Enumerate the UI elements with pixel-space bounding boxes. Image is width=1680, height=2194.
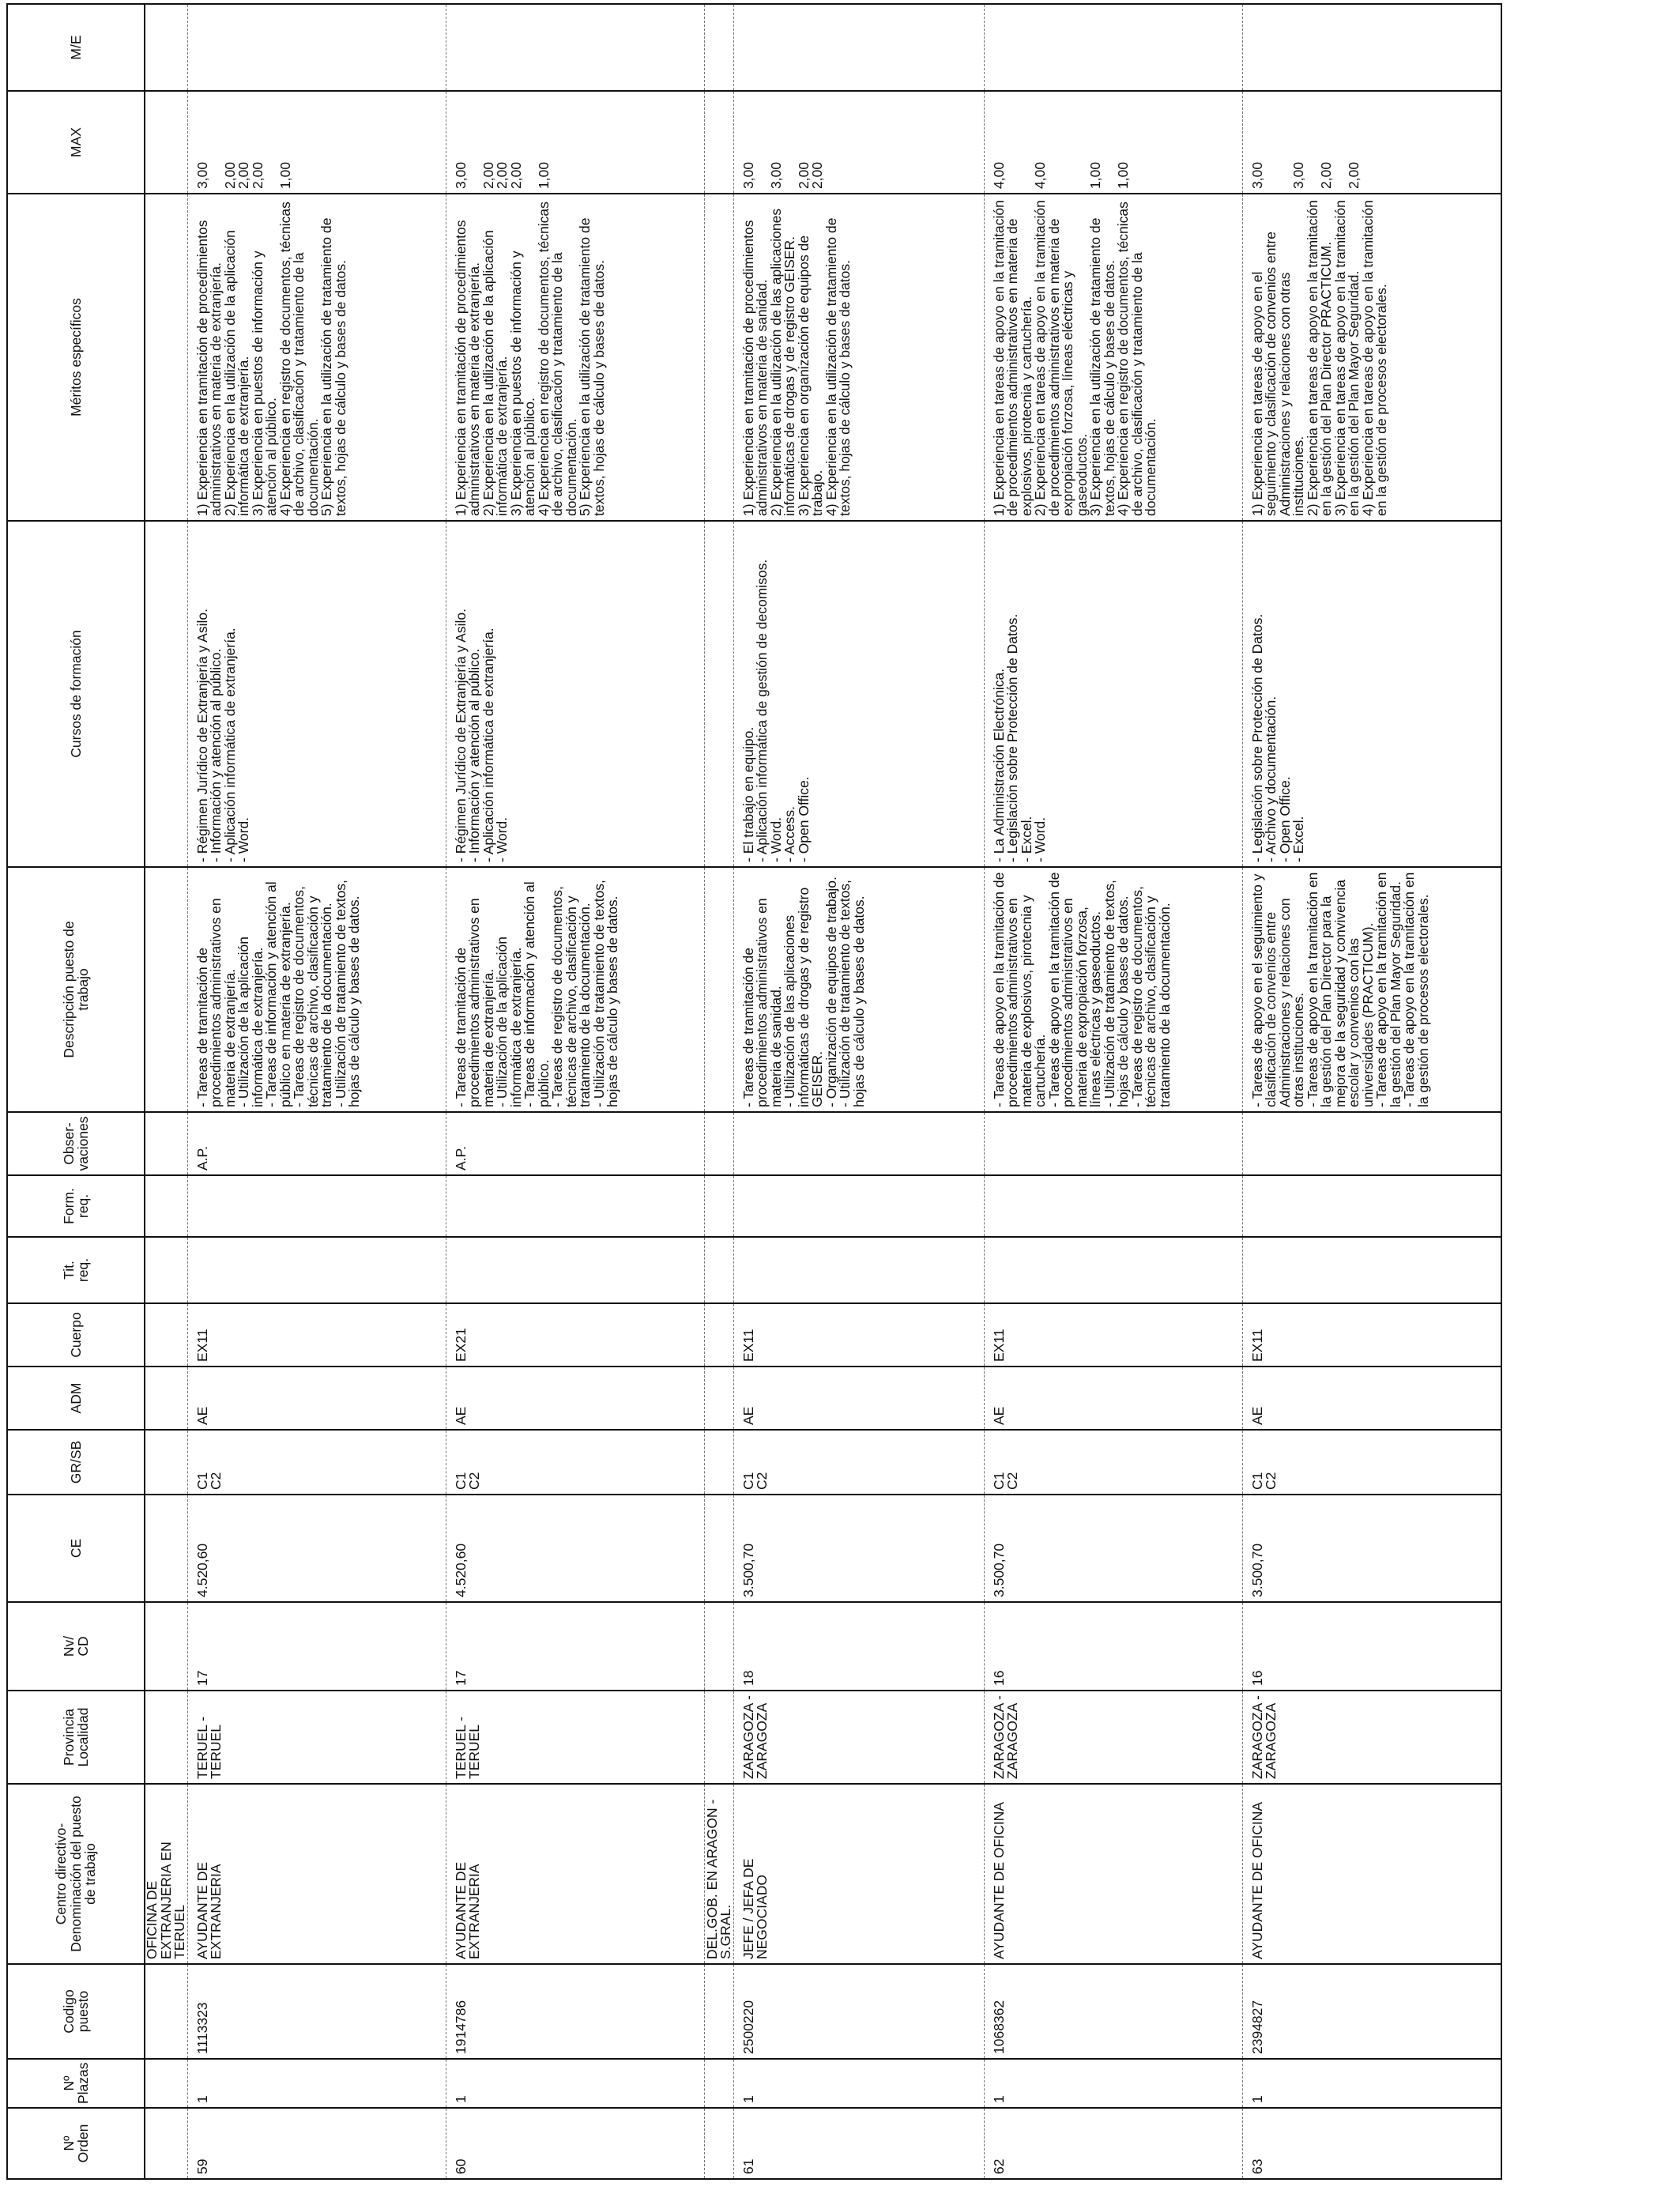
header-plazas: Nº Plazas bbox=[7, 2059, 145, 2108]
cursos-cell: - El trabajo en equipo. - Aplicación informática de gestión de decomisos. - Word. - Access. - Open Office. bbox=[733, 521, 984, 867]
subhead-empty-cell bbox=[145, 1367, 187, 1430]
subhead-empty-cell bbox=[704, 1112, 733, 1175]
nivel-cell: 17 bbox=[187, 1602, 446, 1691]
header-cuerpo: Cuerpo bbox=[7, 1303, 145, 1367]
subhead-empty-cell bbox=[145, 2059, 187, 2108]
cuerpo-cell: EX11 bbox=[187, 1303, 446, 1367]
subhead-empty-cell bbox=[145, 1495, 187, 1602]
header-form: Form. req. bbox=[7, 1175, 145, 1237]
plazas-cell: 1 bbox=[187, 2059, 446, 2108]
codigo-cell: 2500220 bbox=[733, 1964, 984, 2059]
subhead-empty-cell bbox=[145, 194, 187, 521]
me-cell bbox=[1242, 4, 1501, 91]
orden-cell: 61 bbox=[733, 2108, 984, 2179]
obs-cell bbox=[733, 1112, 984, 1175]
subhead-empty-cell bbox=[145, 1112, 187, 1175]
subhead-empty-cell bbox=[145, 1303, 187, 1367]
subhead-empty-cell bbox=[145, 1602, 187, 1691]
subhead-empty-cell bbox=[704, 1367, 733, 1430]
plazas-cell: 1 bbox=[733, 2059, 984, 2108]
max-value bbox=[1264, 96, 1279, 189]
form-cell bbox=[446, 1175, 704, 1237]
plazas-cell: 1 bbox=[446, 2059, 704, 2108]
centro-directivo-label: DEL.GOB. EN ARAGON - S.GRAL. bbox=[704, 1784, 733, 1964]
subhead-empty-cell bbox=[145, 1237, 187, 1303]
header-centro: Centro directivo- Denominación del puesto de trabajo bbox=[7, 1784, 145, 1964]
provincia-cell: TERUEL - TERUEL bbox=[187, 1691, 446, 1784]
max-value: 2,00 bbox=[221, 161, 238, 189]
cuerpo-cell: EX11 bbox=[1242, 1303, 1501, 1367]
tit-cell bbox=[733, 1237, 984, 1303]
header-grsb: GR/SB bbox=[7, 1430, 145, 1495]
adm-cell: AE bbox=[187, 1367, 446, 1430]
descripcion-cell: - Tareas de tramitación de procedimientos administrativos en materia de sanidad. - Utilización de las aplicaciones informáticas de drogas y de registro GEISER. - Organización de equipos de trabajo. - Utilización de tratamiento de textos, hojas de cálculo y bases de datos. bbox=[733, 867, 984, 1112]
meritos-cell: 1) Experiencia en tareas de apoyo en el seguimiento y clasificación de convenios entre Administraciones y relaciones con otras instituciones. 2) Experiencia en tareas de apoyo en la tramitación en la gestión del Plan Director PRACTICUM. 3) Experiencia en tareas de apoyo en la tramitación en la gestión del Plan Mayor Seguridad. 4) Experiencia en tareas de apoyo en la tramitación en la gestión de procesos electorales. bbox=[1242, 194, 1501, 521]
provincia-cell: ZARAGOZA - ZARAGOZA bbox=[1242, 1691, 1501, 1784]
max-value bbox=[1048, 96, 1062, 189]
codigo-cell: 1113323 bbox=[187, 1964, 446, 2059]
header-row bbox=[7, 4, 145, 2179]
header-meritos: Méritos específicos bbox=[7, 194, 145, 521]
tit-cell bbox=[187, 1237, 446, 1303]
provincia-cell: TERUEL - TERUEL bbox=[446, 1691, 704, 1784]
max-cell bbox=[187, 91, 446, 194]
subhead-empty-cell bbox=[145, 867, 187, 1112]
table-row bbox=[733, 4, 984, 2179]
grsb-cell: C1 C2 bbox=[984, 1430, 1242, 1495]
orden-cell: 62 bbox=[984, 2108, 1242, 2179]
subhead-empty-cell bbox=[704, 194, 733, 521]
subhead-empty-cell bbox=[704, 1237, 733, 1303]
header-ce: CE bbox=[7, 1495, 145, 1602]
subhead-empty-cell bbox=[145, 2108, 187, 2179]
subhead-empty-cell bbox=[704, 1964, 733, 2059]
max-value: 1,00 bbox=[277, 161, 293, 189]
header-codigo: Codigo puesto bbox=[7, 1964, 145, 2059]
max-value: 2,00 bbox=[1346, 161, 1362, 189]
subhead-empty-cell bbox=[704, 91, 733, 194]
subhead-empty-cell bbox=[704, 1303, 733, 1367]
max-value: 2,00 bbox=[494, 161, 510, 189]
centro-puesto-cell: AYUDANTE DE EXTRANJERIA bbox=[446, 1784, 704, 1964]
max-value: 2,00 bbox=[249, 161, 266, 189]
nivel-cell: 18 bbox=[733, 1602, 984, 1691]
subhead-empty-cell bbox=[704, 1602, 733, 1691]
meritos-cell: 1) Experiencia en tramitación de procedimientos administrativos en materia de extranjería. 2) Experiencia en la utilización de la aplicación informática de extranjería. 3) Experiencia en puestos de información y atención al público. 4) Experiencia en registro de documentos, técnicas de archivo, clasificación y tratamiento de la documentación. 5) Experiencia en la utilización de tratamiento de textos, hojas de cálculo y bases de datos. bbox=[446, 194, 704, 521]
max-cell bbox=[984, 91, 1242, 194]
header-adm: ADM bbox=[7, 1367, 145, 1430]
grsb-cell: C1 C2 bbox=[733, 1430, 984, 1495]
centro-puesto-cell: AYUDANTE DE OFICINA bbox=[1242, 1784, 1501, 1964]
header-obs: Obser- vaciones bbox=[7, 1112, 145, 1175]
subhead-empty-cell bbox=[704, 521, 733, 867]
max-value bbox=[755, 96, 770, 189]
me-cell bbox=[984, 4, 1242, 91]
ce-cell: 3.500,70 bbox=[733, 1495, 984, 1602]
adm-cell: AE bbox=[1242, 1367, 1501, 1430]
cursos-cell: - La Administración Electrónica. - Legislación sobre Protección de Datos. - Excel. - Word. bbox=[984, 521, 1242, 867]
ce-cell: 4.520,60 bbox=[446, 1495, 704, 1602]
subhead-empty-cell bbox=[145, 1430, 187, 1495]
me-cell bbox=[187, 4, 446, 91]
positions-table bbox=[6, 3, 1502, 2180]
descripcion-cell: - Tareas de apoyo en la tramitación de procedimientos administrativos en materia de explosivos, pirotecnia y cartuchería. - Tareas de apoyo en la tramitación de procedimientos administrativos en materia de expropiación forzosa, líneas eléctricas y gaseoductos. - Utilización de tratamiento de textos, hojas de cálculo y bases de datos. - Tareas de registro de documentos, técnicas de archivo, clasificación y tratamiento de la documentación. bbox=[984, 867, 1242, 1112]
plazas-cell: 1 bbox=[984, 2059, 1242, 2108]
obs-cell: A.P. bbox=[187, 1112, 446, 1175]
form-cell bbox=[984, 1175, 1242, 1237]
max-value: 3,00 bbox=[767, 161, 784, 189]
me-cell bbox=[733, 4, 984, 91]
table-row bbox=[1242, 4, 1501, 2179]
subhead-empty-cell bbox=[704, 1495, 733, 1602]
header-descripcion: Descripción puesto de trabajo bbox=[7, 867, 145, 1112]
max-value: 2,00 bbox=[480, 161, 496, 189]
grsb-cell: C1 C2 bbox=[1242, 1430, 1501, 1495]
orden-cell: 59 bbox=[187, 2108, 446, 2179]
max-value bbox=[1061, 96, 1075, 189]
subhead-empty-cell bbox=[145, 521, 187, 867]
nivel-cell: 16 bbox=[1242, 1602, 1501, 1691]
adm-cell: AE bbox=[733, 1367, 984, 1430]
subhead-empty-cell bbox=[145, 1175, 187, 1237]
header-orden: Nº Orden bbox=[7, 2108, 145, 2179]
meritos-cell: 1) Experiencia en tramitación de procedimientos administrativos en materia de extranjería. 2) Experiencia en la utilización de la aplicación informática de extranjería. 3) Experiencia en puestos de información y atención al público. 4) Experiencia en registro de documentos, técnicas de archivo, clasificación y tratamiento de la documentación. 5) Experiencia en la utilización de tratamiento de textos, hojas de cálculo y bases de datos. bbox=[187, 194, 446, 521]
orden-cell: 60 bbox=[446, 2108, 704, 2179]
centro-header-row bbox=[704, 4, 733, 2179]
descripcion-cell: - Tareas de tramitación de procedimientos administrativos en materia de extranjería. - Utilización de la aplicación informática de extranjería. - Tareas de información y atención al público. - Tareas de registro de documentos, técnicas de archivo, clasificación y tratamiento de la documentación. - Utilización de tratamiento de textos, hojas de cálculo y bases de datos. bbox=[446, 867, 704, 1112]
provincia-cell: ZARAGOZA - ZARAGOZA bbox=[733, 1691, 984, 1784]
descripcion-cell: - Tareas de tramitación de procedimientos administrativos en materia de extranjería. - Utilización de la aplicación informática de extranjería. - Tareas de información y atención al público en materia de extranjería. - Tareas de registro de documentos, técnicas de archivo, clasificación y tratamiento de la documentación. - Utilización de tratamiento de textos, hojas de cálculo y bases de datos. bbox=[187, 867, 446, 1112]
max-cell bbox=[446, 91, 704, 194]
meritos-cell: 1) Experiencia en tramitación de procedimientos administrativos en materia de sanidad. 2) Experiencia en la utilización de las aplicaciones informáticas de drogas y de registro GEISER. 3) Experiencia en organización de equipos de trabajo. 4) Experiencia en la utilización de tratamiento de textos, hojas de cálculo y bases de datos. bbox=[733, 194, 984, 521]
grsb-cell: C1 C2 bbox=[187, 1430, 446, 1495]
meritos-cell: 1) Experiencia en tareas de apoyo en la tramitación de procedimientos administrativos en materia de explosivos, pirotecnia y cartuchería. 2) Experiencia en tareas de apoyo en la tramitación de procedimientos administrativos en materia de expropiación forzosa, líneas eléctricas y gaseoductos. 3) Experiencia en la utilización de tratamiento de textos, hojas de cálculo y bases de datos. 4) Experiencia en registro de documentos, técnicas de archivo, clasificación y tratamiento de la documentación. bbox=[984, 194, 1242, 521]
table-row bbox=[446, 4, 704, 2179]
orden-cell: 63 bbox=[1242, 2108, 1501, 2179]
subhead-empty-cell bbox=[704, 4, 733, 91]
nivel-cell: 17 bbox=[446, 1602, 704, 1691]
cuerpo-cell: EX21 bbox=[446, 1303, 704, 1367]
cuerpo-cell: EX11 bbox=[733, 1303, 984, 1367]
codigo-cell: 1068362 bbox=[984, 1964, 1242, 2059]
subhead-empty-cell bbox=[145, 1964, 187, 2059]
tit-cell bbox=[984, 1237, 1242, 1303]
centro-header-row bbox=[145, 4, 187, 2179]
subhead-empty-cell bbox=[704, 1175, 733, 1237]
max-value: 3,00 bbox=[194, 161, 210, 189]
obs-cell bbox=[1242, 1112, 1501, 1175]
max-value: 2,00 bbox=[1318, 161, 1334, 189]
descripcion-cell: - Tareas de apoyo en el seguimiento y clasificación de convenios entre Administraciones y relaciones con otras instituciones. - Tareas de apoyo en la tramitación en la gestión del Plan Director para la mejora de la seguridad y convivencia escolar y convenios con las universidades (PRACTICUM). - Tareas de apoyo en la tramitación en la gestión del Plan Mayor Seguridad. - Tareas de apoyo en la tramitación en la gestión de procesos electorales. bbox=[1242, 867, 1501, 1112]
max-value: 3,00 bbox=[740, 161, 756, 189]
max-value bbox=[265, 96, 279, 189]
form-cell bbox=[187, 1175, 446, 1237]
header-provincia: Provincia Localidad bbox=[7, 1691, 145, 1784]
max-value: 3,00 bbox=[1290, 161, 1306, 189]
codigo-cell: 2394827 bbox=[1242, 1964, 1501, 2059]
max-value: 1,00 bbox=[535, 161, 552, 189]
header-me: M/E bbox=[7, 4, 145, 91]
max-value: 2,00 bbox=[235, 161, 251, 189]
subhead-empty-cell bbox=[704, 867, 733, 1112]
obs-cell: A.P. bbox=[446, 1112, 704, 1175]
subhead-empty-cell bbox=[145, 91, 187, 194]
max-value: 4,00 bbox=[990, 161, 1007, 189]
header-max: MAX bbox=[7, 91, 145, 194]
max-value: 1,00 bbox=[1087, 161, 1103, 189]
codigo-cell: 1914786 bbox=[446, 1964, 704, 2059]
max-value bbox=[209, 96, 224, 189]
obs-cell bbox=[984, 1112, 1242, 1175]
ce-cell: 3.500,70 bbox=[984, 1495, 1242, 1602]
subhead-empty-cell bbox=[704, 1430, 733, 1495]
cursos-cell: - Legislación sobre Protección de Datos. - Archivo y documentación. - Open Office. - Excel. bbox=[1242, 521, 1501, 867]
max-value bbox=[783, 96, 797, 189]
max-value bbox=[468, 96, 482, 189]
plazas-cell: 1 bbox=[1242, 2059, 1501, 2108]
tit-cell bbox=[1242, 1237, 1501, 1303]
header-nivel: Nv/ CD bbox=[7, 1602, 145, 1691]
header-cursos: Cursos de formación bbox=[7, 521, 145, 867]
grsb-cell: C1 C2 bbox=[446, 1430, 704, 1495]
max-cell bbox=[733, 91, 984, 194]
me-cell bbox=[446, 4, 704, 91]
cursos-cell: - Régimen Jurídico de Extranjería y Asilo. - Información y atención al público. - Aplicación informática de extranjería. - Word. bbox=[187, 521, 446, 867]
subhead-empty-cell bbox=[145, 1691, 187, 1784]
centro-puesto-cell: AYUDANTE DE EXTRANJERIA bbox=[187, 1784, 446, 1964]
max-value: 2,00 bbox=[809, 161, 825, 189]
cuerpo-cell: EX11 bbox=[984, 1303, 1242, 1367]
adm-cell: AE bbox=[984, 1367, 1242, 1430]
subhead-empty-cell bbox=[704, 2108, 733, 2179]
table-row bbox=[984, 4, 1242, 2179]
centro-puesto-cell: AYUDANTE DE OFICINA bbox=[984, 1784, 1242, 1964]
adm-cell: AE bbox=[446, 1367, 704, 1430]
max-value: 2,00 bbox=[795, 161, 812, 189]
cursos-cell: - Régimen Jurídico de Extranjería y Asilo. - Información y atención al público. - Aplicación informática de extranjería. - Word. bbox=[446, 521, 704, 867]
subhead-empty-cell bbox=[704, 1691, 733, 1784]
max-value: 4,00 bbox=[1032, 161, 1048, 189]
max-value: 3,00 bbox=[452, 161, 469, 189]
max-value: 1,00 bbox=[1115, 161, 1131, 189]
form-cell bbox=[1242, 1175, 1501, 1237]
max-cell bbox=[1242, 91, 1501, 194]
ce-cell: 3.500,70 bbox=[1242, 1495, 1501, 1602]
table-row bbox=[187, 4, 446, 2179]
ce-cell: 4.520,60 bbox=[187, 1495, 446, 1602]
max-value: 3,00 bbox=[1249, 161, 1265, 189]
form-cell bbox=[733, 1175, 984, 1237]
table-body bbox=[145, 4, 1501, 2179]
max-value bbox=[1006, 96, 1020, 189]
centro-puesto-cell: JEFE / JEFA DE NEGOCIADO bbox=[733, 1784, 984, 1964]
provincia-cell: ZARAGOZA - ZARAGOZA bbox=[984, 1691, 1242, 1784]
tit-cell bbox=[446, 1237, 704, 1303]
centro-directivo-label: OFICINA DE EXTRANJERIA EN TERUEL bbox=[145, 1784, 187, 1964]
header-tit: Tit. req. bbox=[7, 1237, 145, 1303]
max-value: 2,00 bbox=[507, 161, 524, 189]
max-value bbox=[523, 96, 537, 189]
subhead-empty-cell bbox=[704, 2059, 733, 2108]
subhead-empty-cell bbox=[145, 4, 187, 91]
nivel-cell: 16 bbox=[984, 1602, 1242, 1691]
